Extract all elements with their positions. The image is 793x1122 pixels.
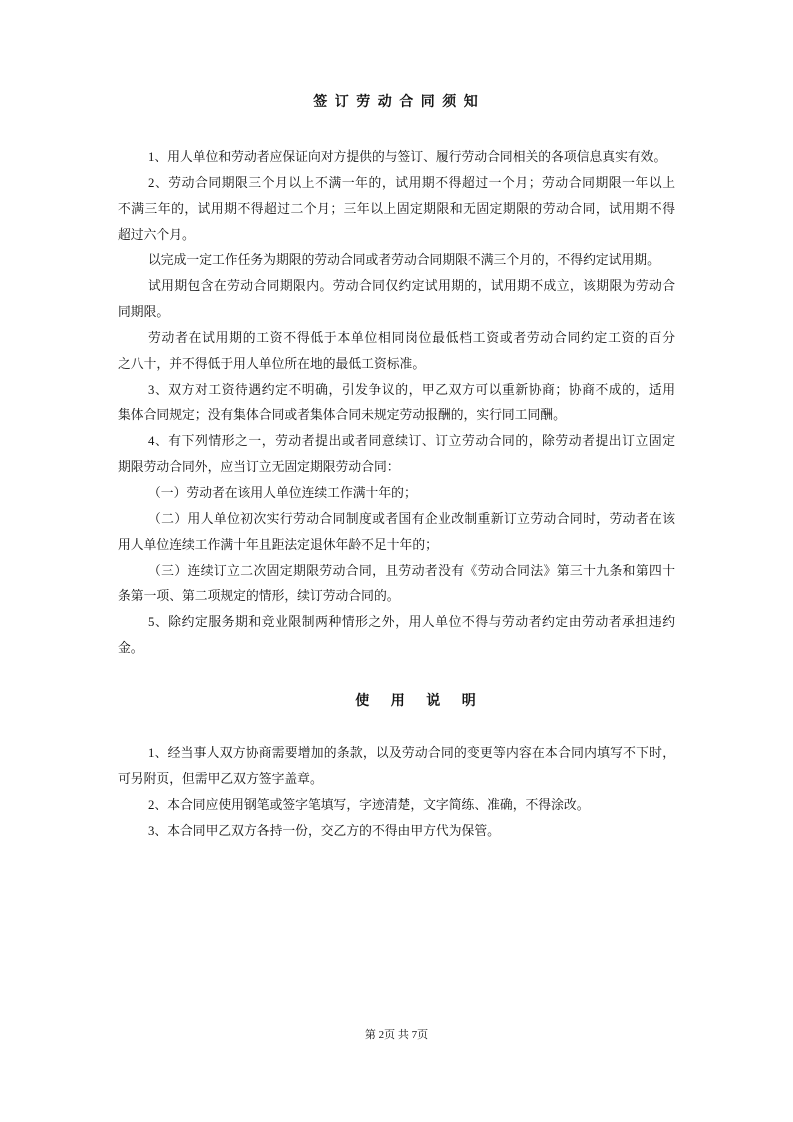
usage-title: 使 用 说 明: [355, 694, 478, 709]
paragraph-line: 2、劳动合同期限三个月以上不满一年的，试用期不得超过一个月；劳动合同期限一年以上: [148, 175, 675, 190]
notice-paragraph: [118, 507, 675, 559]
page-title: 签 订 劳 动 合 同 须 知: [313, 95, 480, 110]
paragraph-line: （三）连续订立二次固定期限劳动合同，且劳动者没有《劳动合同法》第三十九条和第四十: [148, 563, 675, 578]
notice-paragraph: [118, 248, 675, 274]
paragraph-line: 用人单位连续工作满十年且距法定退休年龄不足十年的；: [118, 537, 438, 552]
notice-paragraph: [118, 145, 675, 171]
paragraph-line: 2、本合同应使用钢笔或签字笔填写，字迹清楚，文字简练、准确，不得涂改。: [148, 798, 590, 812]
usage-paragraph: [118, 792, 675, 818]
usage-paragraph: [118, 818, 675, 844]
paragraph-line: 1、用人单位和劳动者应保证向对方提供的与签订、履行劳动合同相关的各项信息真实有效。: [148, 150, 667, 164]
paragraph-line: 之八十，并不得低于用人单位所在地的最低工资标准。: [118, 356, 426, 371]
paragraph-line: 期限劳动合同外，应当订立无固定期限劳动合同：: [118, 460, 400, 475]
paragraph-line: 试用期包含在劳动合同期限内。劳动合同仅约定试用期的，试用期不成立，该期限为劳动合: [148, 279, 675, 294]
paragraph-line: （一）劳动者在该用人单位连续工作满十年的；: [148, 485, 417, 500]
notice-paragraph: [118, 274, 675, 326]
paragraph-line: （二）用人单位初次实行劳动合同制度或者国有企业改制重新订立劳动合同时，劳动者在该: [148, 511, 675, 526]
paragraph-line: 集体合同规定；没有集体合同或者集体合同未规定劳动报酬的，实行同工同酬。: [118, 408, 566, 423]
paragraph-line: 1、经当事人双方协商需要增加的条款，以及劳动合同的变更等内容在本合同内填写不下时，: [148, 746, 675, 760]
paragraph-line: 不满三年的，试用期不得超过二个月；三年以上固定期限和无固定期限的劳动合同，试用期不得: [118, 201, 675, 216]
paragraph-line: 劳动者在试用期的工资不得低于本单位相同岗位最低档工资或者劳动合同约定工资的百分: [148, 330, 675, 345]
paragraph-line: 条第一项、第二项规定的情形，续订劳动合同的。: [118, 589, 400, 604]
paragraph-line: 可另附页，但需甲乙双方签字盖章。: [118, 772, 323, 786]
notice-section: [118, 145, 675, 662]
paragraph-line: 金。: [118, 641, 144, 656]
usage-section: [118, 740, 675, 844]
notice-paragraph: [118, 326, 675, 378]
usage-paragraph: [118, 740, 675, 792]
paragraph-line: 5、除约定服务期和竞业限制两种情形之外，用人单位不得与劳动者约定由劳动者承担违约: [148, 615, 675, 630]
notice-paragraph: [118, 378, 675, 430]
paragraph-line: 3、本合同甲乙双方各持一份，交乙方的不得由甲方代为保管。: [148, 824, 500, 838]
notice-paragraph: [118, 481, 675, 507]
notice-paragraph: [118, 429, 675, 481]
notice-paragraph: [118, 610, 675, 662]
paragraph-line: 4、有下列情形之一，劳动者提出或者同意续订、订立劳动合同的，除劳动者提出订立固定: [148, 434, 675, 449]
notice-paragraph: [118, 559, 675, 611]
notice-paragraph: [118, 171, 675, 249]
paragraph-line: 以完成一定工作任务为期限的劳动合同或者劳动合同期限不满三个月的，不得约定试用期。: [148, 253, 660, 268]
paragraph-line: 3、双方对工资待遇约定不明确，引发争议的，甲乙双方可以重新协商；协商不成的，适用: [148, 382, 675, 397]
paragraph-line: 同期限。: [118, 305, 170, 320]
paragraph-line: 超过六个月。: [118, 227, 195, 242]
page-number-footer: 第 2页 共 7页: [364, 1029, 429, 1041]
